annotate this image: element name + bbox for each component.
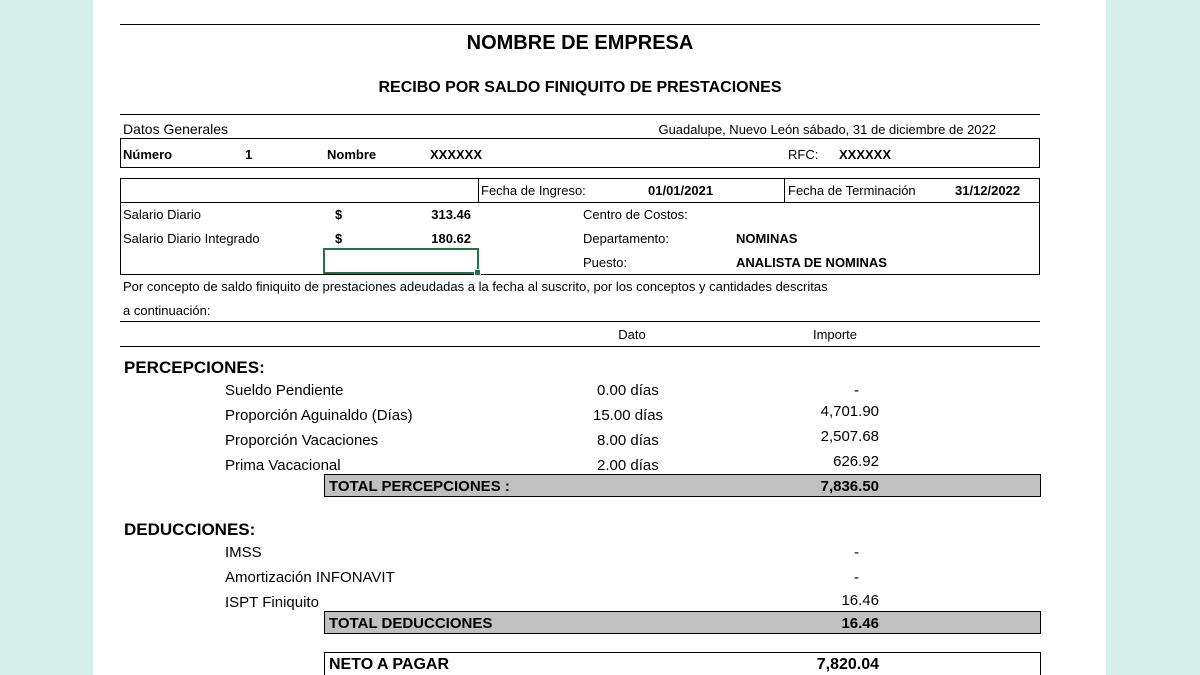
deduccion-concept: Amortización INFONAVIT [225,569,395,586]
deduccion-concept: ISPT Finiquito [225,594,319,611]
neto-label: NETO A PAGAR [329,656,450,673]
terminacion-label: Fecha de Terminación [788,183,916,198]
salario-integrado-value: 180.62 [431,231,471,246]
terminacion-value: 31/12/2022 [955,183,1021,198]
percepcion-importe: 2,507.68 [820,428,879,445]
numero-label: Número [123,147,173,162]
percepcion-concept: Proporción Vacaciones [225,432,379,449]
percepcion-importe: 4,701.90 [820,403,879,420]
percepcion-dato: 15.00 días [593,407,664,424]
percepcion-concept: Sueldo Pendiente [225,382,344,399]
neto-value: 7,820.04 [816,656,879,673]
receipt-sheet [93,0,1106,675]
percepcion-concept: Prima Vacacional [225,457,341,474]
salario-integrado-label: Salario Diario Integrado [123,231,260,246]
departamento-value: NOMINAS [736,231,798,246]
deducciones-heading: DEDUCCIONES: [124,520,256,539]
column-importe: Importe [812,327,858,342]
top-rule [120,24,1040,25]
columns-top-rule [120,321,1040,322]
total-deducciones-value: 16.46 [841,615,879,632]
concept-text-line2: a continuación: [123,303,211,318]
employment-divider-1 [478,178,479,202]
concept-text-line1: Por concepto de saldo finiquito de prestaciones adeudadas a la fecha al suscrito, por los conceptos y cantidades descritas [123,279,828,294]
percepcion-importe: 626.92 [833,453,879,470]
ingreso-label: Fecha de Ingreso: [481,183,586,198]
rfc-label: RFC: [788,147,819,162]
departamento-label: Departamento: [583,231,669,246]
ingreso-value: 01/01/2021 [648,183,714,198]
place-date: Guadalupe, Nuevo León sábado, 31 de diciembre de 2022 [658,122,996,137]
percepciones-heading: PERCEPCIONES: [124,358,265,377]
employment-divider-2 [784,178,785,202]
numero-value: 1 [245,147,253,162]
total-percepciones-value: 7,836.50 [820,478,879,495]
deduccion-importe: 16.46 [841,592,879,609]
column-dato: Dato [618,327,646,342]
deduccion-concept: IMSS [225,544,262,561]
puesto-label: Puesto: [583,255,628,270]
percepcion-dato: 2.00 días [597,457,659,474]
general-box [120,138,1040,168]
percepcion-dato: 0.00 días [597,382,659,399]
centro-costos-label: Centro de Costos: [583,207,688,222]
puesto-value: ANALISTA DE NOMINAS [736,255,887,270]
percepcion-dato: 8.00 días [597,432,659,449]
title-rule [120,114,1040,115]
percepcion-importe: - [854,382,859,399]
percepcion-concept: Proporción Aguinaldo (Días) [225,407,413,424]
nombre-label: Nombre [327,147,377,162]
selected-cell[interactable] [323,248,479,274]
fill-handle[interactable] [474,269,481,276]
company-name: NOMBRE DE EMPRESA [466,32,694,54]
salario-diario-value: 313.46 [431,207,471,222]
nombre-value: XXXXXX [430,147,483,162]
salario-integrado-currency: $ [335,231,343,246]
columns-bottom-rule [120,346,1040,347]
salario-diario-label: Salario Diario [123,207,202,222]
salario-diario-currency: $ [335,207,343,222]
datos-generales-label: Datos Generales [123,121,229,137]
total-percepciones-label: TOTAL PERCEPCIONES : [329,478,510,495]
total-deducciones-label: TOTAL DEDUCCIONES [329,615,493,632]
deduccion-importe: - [854,569,859,586]
document-title: RECIBO POR SALDO FINIQUITO DE PRESTACIONES [378,79,782,96]
rfc-value: XXXXXX [839,147,892,162]
deduccion-importe: - [854,544,859,561]
employment-header-rule [120,202,1040,203]
